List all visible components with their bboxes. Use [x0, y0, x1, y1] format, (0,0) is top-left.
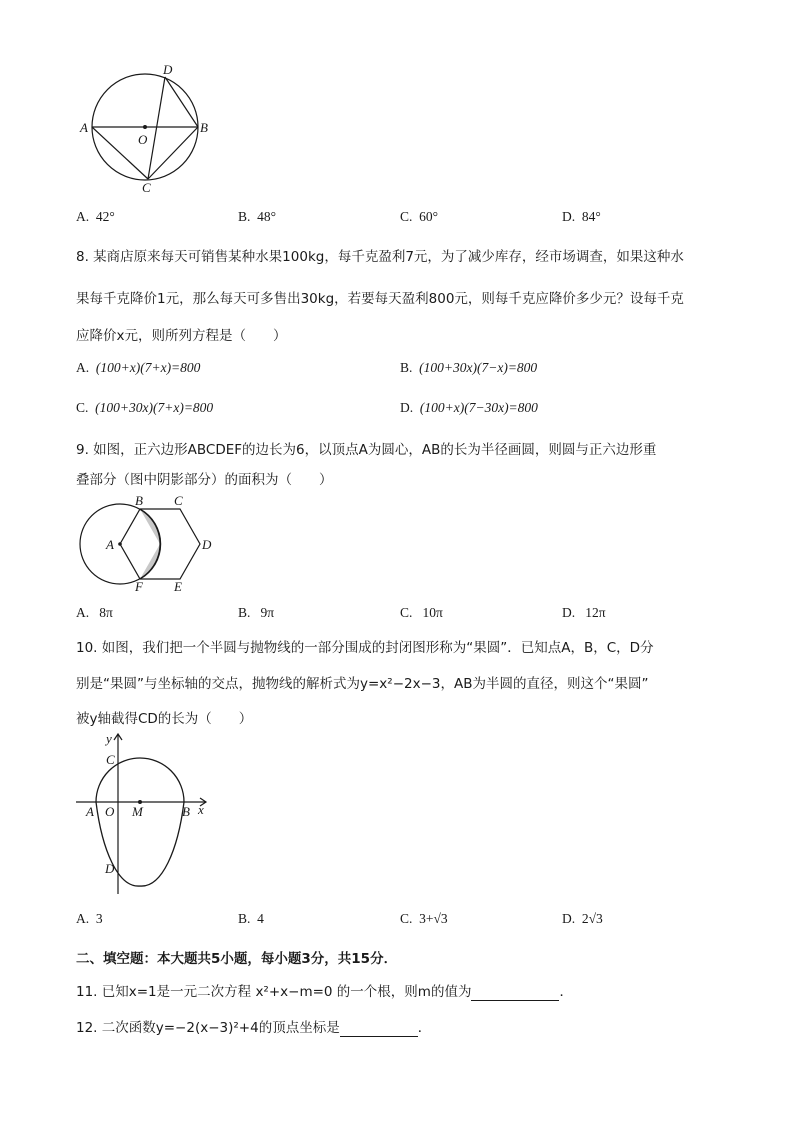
q8-option-c: C. (100+30x)(7+x)=800: [76, 400, 214, 415]
q10-label-d: D: [105, 861, 115, 876]
q9-stem-line2: 叠部分（图中阴影部分）的面积为（ ）: [76, 472, 333, 488]
q11-end: ．: [559, 984, 573, 1000]
q9-stem-line1: 9. 如图，正六边形ABCDEF的边长为6，以顶点A为圆心，AB的长为半径画圆，则圆与正六边形重: [76, 442, 657, 458]
q10-option-a: A. 3: [76, 911, 103, 926]
q9-label-d: D: [202, 537, 212, 552]
q9-label-e: E: [174, 579, 182, 592]
q8-option-b: B. (100+30x)(7−x)=800: [400, 360, 538, 375]
q8-option-a: A. (100+x)(7+x)=800: [76, 360, 201, 375]
q10-stem-line1: 10. 如图，我们把一个半圆与抛物线的一部分围成的封闭图形称为“果圆”．已知点A，B，C，D分: [76, 640, 654, 656]
q9-label-f: F: [135, 579, 143, 592]
q9-option-a: A. 8π: [76, 605, 113, 620]
q7-label-b: B: [200, 120, 208, 135]
q10-stem-line3: 被y轴截得CD的长为（ ）: [76, 711, 253, 727]
q8-stem-line1: 8. 某商店原来每天可销售某种水果100kg，每千克盈利7元，为了减少库存，经市场调查，如果这种水: [76, 249, 684, 265]
q10-fruit-circle-figure: [72, 730, 222, 895]
q12-answer-blank[interactable]: [340, 1020, 418, 1037]
q9-label-c: C: [174, 493, 183, 508]
q10-label-o: O: [105, 804, 115, 819]
q10-option-c: C. 3+√3: [400, 911, 448, 926]
q10-label-m: M: [132, 804, 143, 819]
q8-option-d: D. (100+x)(7−30x)=800: [400, 400, 538, 415]
q9-option-c: C. 10π: [400, 605, 443, 620]
q8-stem-line2: 果每千克降价1元，那么每天可多售出30kg，若要每天盈利800元，则每千克应降价多少元？设每千克: [76, 291, 684, 307]
q10-option-d: D. 2√3: [562, 911, 603, 926]
q10-label-x: x: [198, 802, 204, 817]
q10-label-c: C: [106, 752, 115, 767]
q7-label-d: D: [163, 62, 173, 77]
section2-heading: 二、填空题：本大题共5小题，每小题3分，共15分．: [76, 951, 398, 967]
q12-stem: [76, 1016, 431, 1037]
q9-option-d: D. 12π: [562, 605, 606, 620]
q12-end: ．: [417, 1020, 432, 1036]
q11-stem: [76, 980, 573, 1001]
q10-label-b: B: [182, 804, 190, 819]
q10-label-a: A: [86, 804, 94, 819]
q7-option-d: D. 84°: [562, 209, 601, 224]
q11-text: 11. 已知x=1是一元二次方程 x²+x−m=0 的一个根，则m的值为: [76, 984, 472, 1000]
q7-circle-figure: [78, 58, 218, 198]
q7-label-c: C: [142, 180, 151, 195]
q10-label-y: y: [106, 731, 112, 746]
q7-label-o: O: [138, 132, 148, 147]
q9-hexagon-figure: [70, 492, 220, 592]
q7-option-b: B. 48°: [238, 209, 277, 224]
q10-stem-line2: 别是“果圆”与坐标轴的交点，抛物线的解析式为y=x²−2x−3，AB为半圆的直径，则这个“果圆”: [76, 676, 649, 692]
q7-option-a: A. 42°: [76, 209, 115, 224]
q9-label-b: B: [135, 493, 143, 508]
q7-label-a: A: [80, 120, 88, 135]
q12-text: 12. 二次函数y=−2(x−3)²+4的顶点坐标是: [76, 1020, 340, 1036]
q7-option-c: C. 60°: [400, 209, 439, 224]
q9-option-b: B. 9π: [238, 605, 275, 620]
q11-answer-blank[interactable]: [471, 984, 559, 1001]
q9-label-a: A: [106, 537, 114, 552]
q10-option-b: B. 4: [238, 911, 264, 926]
q8-stem-line3: 应降价x元，则所列方程是（ ）: [76, 328, 287, 344]
